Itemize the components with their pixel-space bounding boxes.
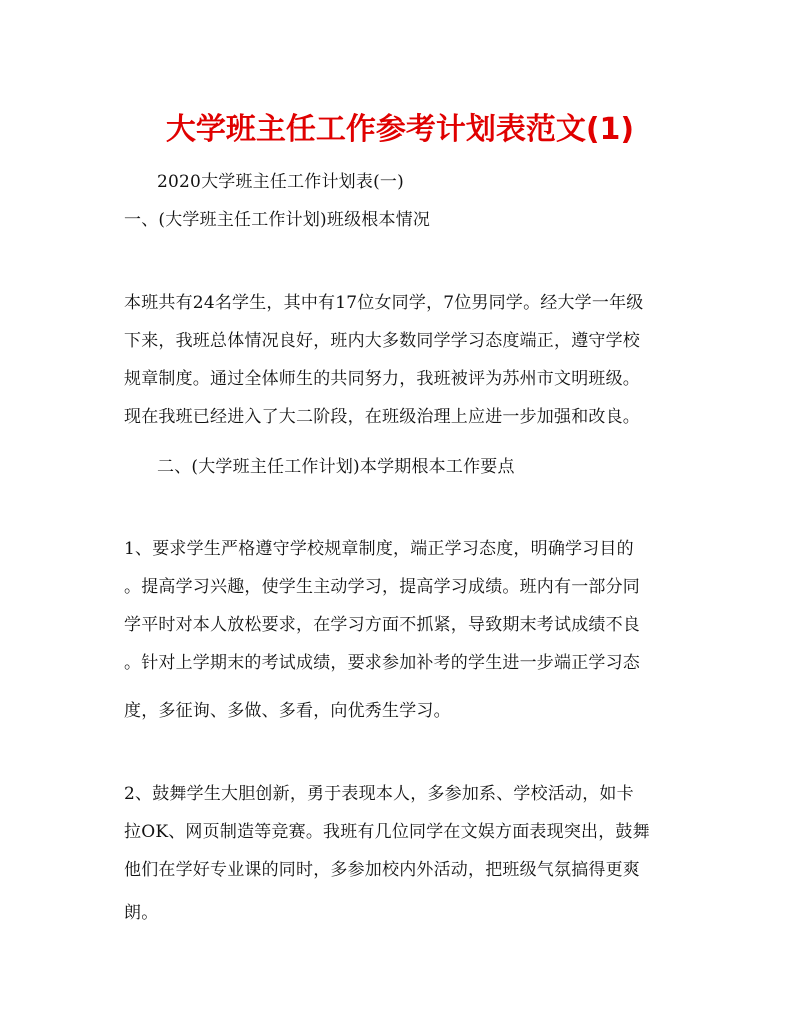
paragraph-line: 2、鼓舞学生大胆创新，勇于表现本人，多参加系、学校活动，如卡 [124, 784, 634, 804]
paragraph-line: 下来，我班总体情况良好，班内大多数同学学习态度端正，遵守学校 [124, 331, 640, 351]
paragraph-line: 学平时对本人放松要求，在学习方面不抓紧，导致期末考试成绩不良 [124, 615, 640, 635]
paragraph-line: 度，多征询、多做、多看，向优秀生学习。 [124, 701, 451, 721]
paragraph-line: 。针对上学期末的考试成绩，要求参加补考的学生进一步端正学习态 [124, 653, 640, 673]
subtitle-line: 2020大学班主任工作计划表(一) [157, 172, 404, 192]
paragraph-line: 。提高学习兴趣，使学生主动学习，提高学习成绩。班内有一部分同 [124, 577, 640, 597]
paragraph-line: 他们在学好专业课的同时，多参加校内外活动，把班级气氛搞得更爽 [124, 860, 640, 880]
paragraph-line: 拉OK、网页制造等竞赛。我班有几位同学在文娱方面表现突出，鼓舞 [124, 822, 650, 842]
paragraph-line: 朗。 [124, 903, 159, 923]
section-heading-1: 一、(大学班主任工作计划)班级根本情况 [124, 210, 431, 230]
paragraph-line: 规章制度。通过全体师生的共同努力，我班被评为苏州市文明班级。 [124, 369, 640, 389]
paragraph-line: 本班共有24名学生，其中有17位女同学，7位男同学。经大学一年级 [124, 293, 644, 313]
paragraph-line: 现在我班已经进入了大二阶段，在班级治理上应进一步加强和改良。 [124, 407, 640, 427]
section-heading-2: 二、(大学班主任工作计划)本学期根本工作要点 [157, 457, 515, 477]
document-title: 大学班主任工作参考计划表范文(1) [165, 112, 635, 147]
paragraph-line: 1、要求学生严格遵守学校规章制度，端正学习态度，明确学习目的 [124, 539, 634, 559]
